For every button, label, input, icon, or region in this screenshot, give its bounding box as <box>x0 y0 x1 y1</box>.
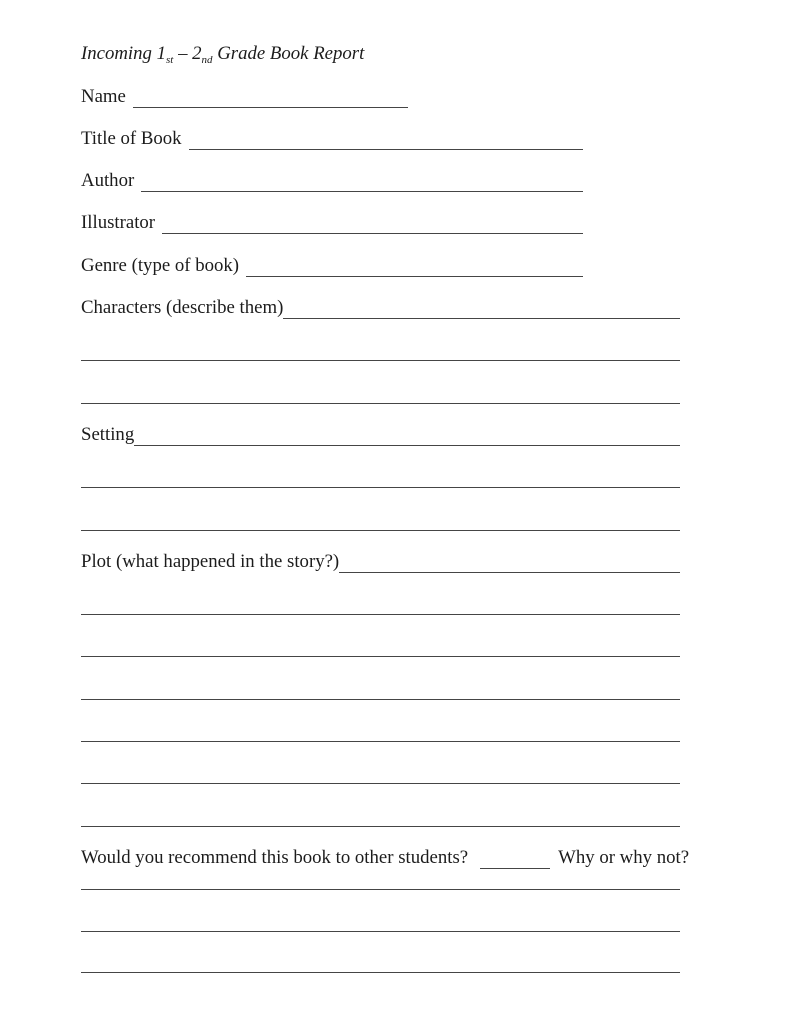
setting-label: Setting <box>81 423 135 445</box>
characters-label: Characters (describe them) <box>81 297 284 319</box>
blank-writing-line <box>81 783 680 784</box>
blank-writing-line <box>81 487 680 488</box>
setting-blank-line <box>134 445 680 446</box>
field-row-author <box>81 150 680 192</box>
illustrator-blank-line <box>162 233 583 234</box>
title-superscript-st: st <box>166 54 174 67</box>
blank-writing-line-row <box>81 869 680 890</box>
blank-writing-line <box>81 972 680 973</box>
blank-writing-line-row <box>81 615 680 657</box>
blank-writing-line-row <box>81 784 680 826</box>
why-or-why-not-text: Why or why not? <box>558 846 690 868</box>
title-text-post: Grade Book Report <box>212 43 365 65</box>
field-row-characters <box>81 277 680 319</box>
field-row-illustrator <box>81 192 680 234</box>
recommend-answer-blank-line <box>480 868 550 869</box>
plot-blank-line <box>339 572 680 573</box>
field-row-setting <box>81 404 680 446</box>
blank-writing-line-row <box>81 657 680 699</box>
blank-writing-line-row <box>81 361 680 403</box>
field-row-genre <box>81 234 680 276</box>
plot-label: Plot (what happened in the story?) <box>81 550 340 572</box>
genre-blank-line <box>246 276 583 277</box>
illustrator-label: Illustrator <box>81 212 156 234</box>
characters-blank-line <box>283 318 680 319</box>
blank-writing-line <box>81 360 680 361</box>
recommend-question-row <box>81 827 690 869</box>
title-superscript-nd: nd <box>201 54 213 67</box>
blank-writing-line <box>81 656 680 657</box>
blank-writing-line-row <box>81 573 680 615</box>
genre-label: Genre (type of book) <box>81 254 240 276</box>
title-text-pre: Incoming 1 <box>81 43 167 65</box>
blank-writing-line <box>81 931 680 932</box>
name-label: Name <box>81 85 126 107</box>
blank-writing-line <box>81 826 680 827</box>
field-row-name <box>81 65 680 107</box>
title-text-mid: – 2 <box>173 43 202 65</box>
blank-writing-line-row <box>81 932 680 973</box>
blank-writing-line-row <box>81 700 680 742</box>
author-blank-line <box>141 191 583 192</box>
blank-writing-line <box>81 530 680 531</box>
field-row-title-of-book <box>81 108 680 150</box>
title-of-book-label: Title of Book <box>81 127 182 149</box>
recommend-question-text: Would you recommend this book to other students? <box>81 846 469 868</box>
blank-writing-line-row <box>81 742 680 784</box>
name-blank-line <box>133 107 408 108</box>
blank-writing-line-row <box>81 488 680 530</box>
blank-writing-line <box>81 614 680 615</box>
title-of-book-blank-line <box>189 149 583 150</box>
blank-writing-line <box>81 403 680 404</box>
blank-writing-line <box>81 741 680 742</box>
blank-writing-line-row <box>81 446 680 488</box>
author-label: Author <box>81 170 135 192</box>
blank-writing-line <box>81 889 680 890</box>
field-row-plot <box>81 531 680 573</box>
blank-writing-line-row <box>81 890 680 932</box>
form-title <box>81 23 680 65</box>
blank-writing-line-row <box>81 319 680 361</box>
blank-writing-line <box>81 699 680 700</box>
form-content <box>81 23 690 973</box>
